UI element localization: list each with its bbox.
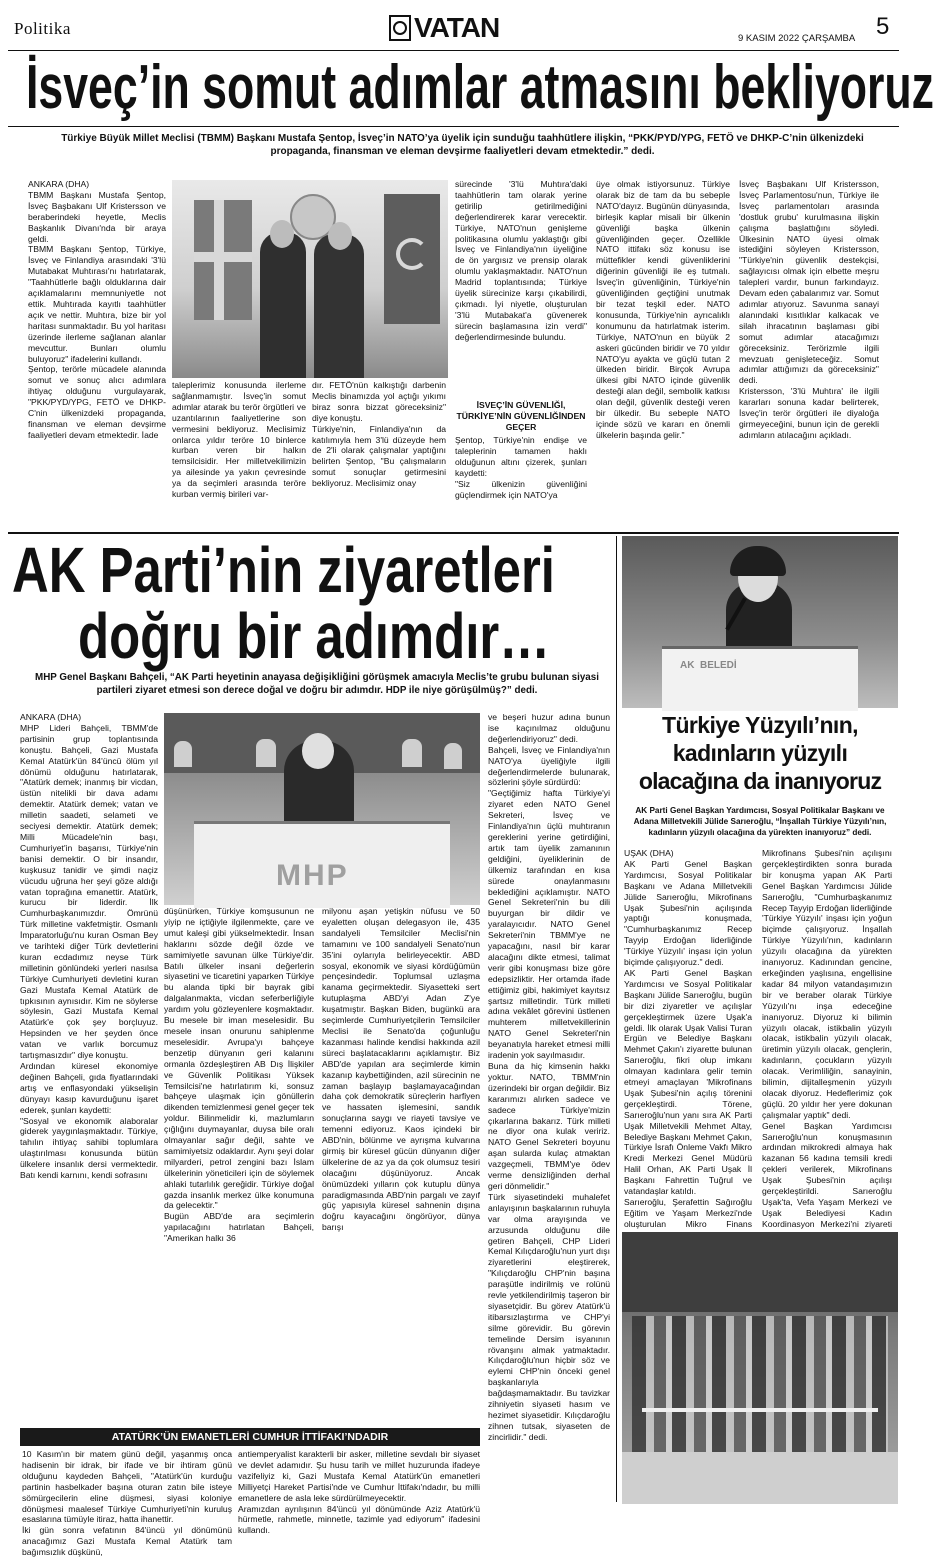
person-left [260,232,306,378]
issue-date: 9 KASIM 2022 ÇARŞAMBA [738,33,856,44]
story1-column-3: dır. FETÖ'nün kalkıştığı darbenin Meclis binamızda yol açtığı yıkımı biraz sonra bizzat göreceksiniz" diye konuştu. Türkiye'nin, Finlandiya'nın da katılımıyla hem 3'lü düzeyde hem de 2'li olarak çalışmalar yaptığını belirten Şentop, "Bu çalışmaların somut sonuçlar getirmesini bekliyoruz. Meclisimiz onay [312,380,446,489]
story1-headline: İsveç’in somut adımlar atmasını bekliyoruz [26,53,934,122]
story3-summary: AK Parti Genel Başkan Yardımcısı, Sosyal Politikalar Başkanı ve Adana Milletvekili Jülide Sarıeroğlu, “İnşallah Türkiye Yüzyılı’nın, kadınların yüzyılı olacağına da yürekten inanıyoruz” dedi. [633,806,887,837]
page-number: 5 [876,13,890,40]
story2-headline-line1: AK Parti’nin ziyaretleri [12,534,555,606]
story3-headline-line2: kadınların yüzyılı [672,740,848,766]
story1-column-4a: sürecinde '3'lü Muhtıra'daki taahhütlerin tam olarak yerine getirilip getirilmediğini değerlendirerek karar verecektir. Türkiye, NATO'nun genişleme politikasına olumlu yaklaştığı gibi İsveç ve Finlandiya'nın üyeliğine de ön yargısız ve prensip olarak olumlu yaklaşmaktadır. NATO'nun Madrid toplantısında; Türkiye üyelik sürecinize karşı çıkabilirdi, çıkmadı. İyi niyetle, oluşturulan '3'lü Mutabakat'a güvenerek sürecin başlamasına izin verdi" değerlendirmesinde bulundu. [455,179,587,342]
newspaper-logo [389,14,514,42]
story2-box-title: ATATÜRK’ÜN EMANETLERİ CUMHUR İTTİFAKI’NDADIR [111,1431,389,1443]
story2-column-3: milyonu aşan yetişkin nüfusu ve 50 eyaletten oluşan delegasyon ile, 435 sandalyeli Temsilciler Meclisi'nin tamamını ve 100 sandalyeli Senato'nun 35'ini oylarıyla belirleyecektir. ABD sosyal, ekonomik ve siyasi kördüğümün pençesindedir. Toplumsal uzlaşma kanama geçirmektedir. Siyasetteki sert kutuplaşma ABD'yi Adan Z'ye kuşatmıştır. Başkan Biden, bugünkü ara seçimlerde Cumhuriyetçilerin Temsilciler Meclisi ile Senato'da çoğunluğu kazanması halinde kendisi hakkında azil süreci başlatacaklarını açıklamıştır. Biz ABD'de yapılan ara seçimlerde kimin kazanıp kaybettiğinden, azil sürecinin ne zaman başlayıp başlamayacağından daha çok demokratik süreçlerin harfiyen ve hassaten işlemesini, sandık sonuçlarına saygı ve riayeti tavsiye ve temenni ediyoruz. Kaos içindeki bir ABD'nin, bölünme ve ayrışma kulvarına girmiş bir küresel gücün dünyanın diğer ülkelerine de az ya da çok olumsuz tesiri olacağını düşünüyoruz. Ancak önümüzdeki yılların çok kutuplu dünya paradigmasında ABD'nin pargalı ve zayıf güç yapısıyla küresel sahnenin dışına doğru kayacağını öngörüyor, dünya barışı [322,906,480,1233]
logo-wordmark: VATAN [414,12,500,43]
logo-emblem-icon [389,15,411,41]
story1-column-1: ANKARA (DHA) TBMM Başkanı Mustafa Şentop, İsveç Başbakanı Ulf Kristersson ve beraberindeki heyetle, Meclis Başkanlık Divanı'nda bir araya geldi. TBMM Başkanı Şentop, Türkiye, İsveç ve Finlandiya arasındaki '3'lü Mutabakat Muhtırası'nı hatırlatarak, "Taahhütlerle bağlı olduklarına dair açıklamalarını memnuniyetle not ettik. Muhtırada kayıtlı taahhütler açık ve nettir. Muhtıra, bize bir yol haritası sunmaktadır. Bu yol haritası üzerinde ilerleme sağlanan alanlar mevcuttur. Bunları olumlu buluyoruz" ifadelerini kullandı. Şentop, terörle mücadele alanında somut ve sonuç alıcı adımlara ihtiyaç olduğunu vurgulayarak, "PKK/PYD/YPG, FETÖ ve DHKP-C'nin ülkenizdeki propaganda, finansman ve eleman devşirme faaliyetleri devam etmektedir. İade [28,179,166,440]
story2-headline-line2: doğru bir adımdır… [78,600,551,672]
story2-column-2: düşünürken, Türkiye komşusunun ne yiyip ne içtiğiyle ilgilenmekte, çare ve umut kaleşi gibi yükselmektedir. İnsan haklarını sözde değil özde ve samimiyetle savunan ülke Türkiye'dir. Batılı ülkeler insani değerlerin siyasetini ve ticaretini yaparken Türkiye bu alanda tipki bir bayrak gibi dalgalanmakta, vicdan seferberliğiyle yardım yolu gözleyenlere koşmaktadır. Bu mesele bir iman meselesidir. Bu mesele insan onurunu sahiplenme meselesidir. Avrupa'yı bahçeye benzetip dünyanın geri kalanını ormanla özdeşleştiren AB Dış İlişkiler ve Güvenlik Politikası Yüksek Temsilcisi'ne hatırlatırım ki, sonsuz bahçeye ulaşmak için gönüllerin dikenden temizlenmesi genel geçer tek yoldur. Bilinmelidir ki, mazlumların çığlığını duymayanlar, duysa bile oralı olmayanlar sağır değil, sahte ve samimiyetsiz odaklardır. Aynı şeyi dolar milyarderi, petrol zengini bazı İslam ülkelerinin yöneticileri için de söylemek ahlaki tutarlılık gereğidir. Türkiye doğal gazda insanlık merkez ülke konumuna da gelecektir." Bugün ABD'de ara seçimlerin yapılacağını hatırlatan Bahçeli, "Amerikan halkı 36 [164,906,314,1244]
ribbon [642,1408,878,1412]
story2-photo [164,713,480,905]
story3-headline-line3: olacağına da inanıyoruz [638,768,882,794]
story2-box-column-1: 10 Kasım'ın bir matem günü değil, yaşanmış onca hadisenin bir idrak, bir ifade ve bir ihtiram günü olduğunu kaydeden Bahçeli, "Atatürk'ün kurduğu partinin hasbelkader başına oturan zatın bile isteye sömürgecilerin eline düşmesi, siyasi koloniye dönüşmesi maalesef Türkiye Cumhuriyeti'nin kuruluş esaslarına tümüyle itiraz, hatta ihanettir. İki gün sonra vefatının 84'üncü yıl dönümünü anacağımız Gazi Mustafa Kemal Atatürk tam bağımsızlık düşkünü, [22,1449,232,1558]
story3-column-2: Mikrofinans Şubesi'nin açılışını gerçekleştirdikten sonra burada bir konuşma yapan AK Parti Genel Başkan Yardımcısı Jülide Sarıeroğlu, "Cumhurbaşkanımız Recep Tayyip Erdoğan liderliğinde 'Türkiye Yüzyılı' inşası için yoğun biçimde çalışıyoruz. İnşallah Türkiye Yüzyılı'nın, kadınların yüzyılı olacağına da yürekten inanıyoruz. Kadınından gencine, erkeğinden yaşlısına, engellisine kadar 84 milyon vatandaşımızın bir ve beraber olarak Türkiye Yüzyılı'nı inşa edeceğine inanıyoruz. Diyoruz ki bilimin yüzyılı olacak, istikbalin yüzyılı olacak, istikbalin yüzyılı olacak, üretimin yüzyılı olacak, gençlerin, kadınların, çocukların yüzyılı olacak. Verimliliğin, sanayinin, bilimin, dijitalleşmenin yüzyılı olacak diyoruz. Hedeflerimiz çok güçlü. 20 yıldır her yere dokunan çalışmalar yaptık" dedi. Genel Başkan Yardımcısı Sarıeroğlu'nun konuşmasının ardından mikrokredi almaya hak kazanan 56 kadına temsili kredi çekleri verilerek, Mikrofinans Uşak Şubesi'nin açılışı gerçekleştirildi. Sarıeroğlu Uşak'ta, Vefa Yaşam Merkezi ve Uşak Belediyesi Kadın Koordinasyon Merkezi'ni ziyareti [762,848,892,1229]
header-rule [8,50,899,51]
story2-summary: MHP Genel Başkanı Bahçeli, “AK Parti heyetinin anayasa değişikliğini görüşmek amacıyla Meclis’te grubu bulunan siyasi partileri ziyaret etmesi son derece doğal ve doğru bir adımdır. HDP ile niye görüşülmüş?” dedi. [35,672,599,696]
podium-logo: MHP [276,859,349,892]
story1-column-5: üye olmak istiyorsunuz. Türkiye olarak biz de tam da bu sebeple NATO'dayız. Bugünün dünyasında, birleşik kaplar misali bir ülkenin güvenliği başka ülkenin güvenliğinden geçer. Özellikle NATO ittifakı söz konusu ise müttefikler kendi güvenliklerini diğerinin güvenliği ile eş tutmalı. İsveç'in güvenliğinin, Türkiye'nin güvenliğinden geçtiğini unutmak bir tezat teşkil eder. NATO konusunda, Türkiye'nin ayrıcalıklı konumunu da hatırlatmak isterim. Türkiye, NATO'nun en büyük 2 askeri gücünden biridir ve 70 yıldır NATO'yu ayakta ve güçlü tutan 2 ülkeden biridir. Birçok Avrupa ülkesi gibi NATO içinde güvenlik desteği alan değil, sembolik katkısı olan değil, güvenlik desteği veren bir ülkedir. Bu sebeple NATO içinde sözü ve kararı en önemli ülkelerin başında gelir." [596,179,730,440]
story3-group-photo [622,1232,898,1504]
story-divider-vertical [616,536,617,1502]
story1-subheading: İSVEÇ’İN GÜVENLİĞİ, TÜRKİYE’NİN GÜVENLİĞİNDEN GEÇER [456,400,586,432]
section-label: Politika [14,19,71,38]
story1-headline-rule [8,126,899,127]
flag-sweden-icon [194,200,252,320]
story1-summary: Türkiye Büyük Millet Meclisi (TBMM) Başkanı Mustafa Şentop, İsveç’in NATO’ya üyelik için sunduğu taahhütlere ilişkin, “PKK/PYD/YPG, FETÖ ve DHKP-C’nin ülkenizdeki propaganda, finansman ve eleman devşirme faaliyetleri devam etmektedir.” dedi. [61,133,864,157]
flag-turkey-icon [384,194,440,324]
story2-box-column-2: antiemperyalist karakterli bir asker, milletine sevdalı bir siyaset ve devlet adamıdır. Şu husu tarih ve millet huzurunda ifadeye vazifeliyiz ki, Gazi Mustafa Kemal Atatürk'ün emanetleri Milliyetçi Hareket Partisi'nde ve Cumhur İttifakı'ndadır, bu milli emanetlere de asla leke sürdürülmeyecektir. Aramızdan ayrılışının 84'üncü yıl dönümünde Aziz Atatürk'ü hürmetle, rahmetle, minnetle, tazimle yad ediyorum" ifadesini kullandı. [238,1449,480,1536]
lectern-logo: AK BELEDİ [680,660,737,671]
story2-column-1: ANKARA (DHA) MHP Lideri Bahçeli, TBMM'de partisinin grup toplantısında konuştu. Bahçeli, Gazi Mustafa Kemal Atatürk'ün 84'üncü ölüm yıl dönümü olduğunu hatırlatarak, "Atatürk demek; inanmış bir vicdan, üstün nitelikli bir dava adamı demektir. Atatürk demek; vatan ve milletin saadeti, selameti ve seciyesi demektir. Atatürk demek; Milli Mücadele'nin başı, Cumhuriyet'in başarısı, Türkiye'nin banisi demektir. O bir insandır, kuşkusuz tanidir ve şimdi naçiz vücudu uğruna her şeyi göze aldığı vatan toprağına emanettir. Atatürk, kurucu bir liderdir. İlk Cumhurbaşkanımızdır. Ömrünü Türk milletine vakfetmiştir. Osmanlı İmparatorluğu'nu kuran Osman Bey ve tarihteki diğer Türk devletlerini kuran ecdadımız neyse Türk milletinin gönlündeki yerleri nasılsa Türkiye Cumhuriyeti devletini kuran Gazi Mustafa Kemal Atatürk de tıpkısının aynısıdır. Kim ne söylerse söylesin, Gazi Mustafa Kemal Atatürk'e çok şey borçluyuz. Hepsinden ve her şeyden önce vatan ve varlık borcumuz tartışmasızdır" diye konuştu. Ardından küresel ekonomiye değinen Bahçeli, gıda fiyatlarındaki artış ve enflasyondaki yükselişin dünyayı kasıp kavurduğunu işaret ederek, şunları kaydetti: "Sosyal ve ekonomik alaboralar giderek yaygınlaşmaktadır. Türkiye, tahılın ihtiyaç sahibi toplumlara ulaştırılması konusunda bütün ülkelere insanlık dersi vermektedir. Batı kendi karnını, kendi sofrasını [20,712,158,1181]
story1-column-4b: Şentop, Türkiye'nin endişe ve taleplerinin tamamen haklı olduğunun altını çizerek, şunları kaydetti: "Siz ülkenizin güvenliğini güçlendirmek için NATO'ya [455,435,587,500]
lectern [662,646,858,711]
story2-column-4: ve beşeri huzur adına bunun ise kaçınılmaz olduğunu değerlendiriyoruz" dedi. Bahçeli, İsveç ve Finlandiya'nın NATO'ya üyeliğiyle ilgili değerlendirmelerde bulunarak, sözlerini şöyle sürdürdü: "Geçtiğimiz hafta Türkiye'yi ziyaret eden NATO Genel Sekreteri, İsveç ve Finlandiya'nın üçlü muhtıranın gereklerini yerine getirdiğini, artık tam üyelik zamanının geldiğini, üyeliklerinin de ülkemiz tarafından en kısa sürede onaylanmasını beklediğini açıklamıştır. NATO Genel Sekreteri'nin bu dili buyurgan bir dildir ve yaralayıcıdır. NATO Genel Sekreteri'nin TBMM'ye ne yapacağını, nasıl bir karar alacağını dikte etmesi, talimat verir gibi konuşması bize göre edepsizliktir. Her ortamda ifade ettiğimiz gibi, hakimiyet kayıtsız şartsız milletindir. Türk milleti adına vekâlet görevini üstlenen muhterem milletvekillerinin NATO Genel Sekreteri'nin beyanatıyla hareket etmesi milli iradenin yok sayılmasıdır. Buna da hiç kimsenin hakkı yoktur. NATO, TBMM'nin üzerindeki bir organ değildir. Biz kararımızı alırken sadece ve sadece Türkiye'mizin çıkarlarına bakarız. Türk milleti ne diyor ona kulak veririz. NATO Genel Sekreteri boyunu aşan sularda kulaç atmaktan vazgeçmeli, TBMM'ye ödev verme densizliğinden derhal geri dönmelidir." Türk siyasetindeki muhalefet anlayışının başkalarının ruhuyla var olma arayışında ve arzusunda olduğunu dile getiren Bahçeli, CHP Lideri Kemal Kılıçdaroğlu'nun yurt dışı ziyaretlerini eleştirerek, "Kılıçdaroğlu CHP'nin başına paraşütle indirilmiş ve rolünü revle yetkilendirilmiş taşeron bir siyasetçidir. Bu görev Atatürk'ü itibarsızlaştırma ve CHP'yi silme görevidir. Bu görevin temelinde Dersim isyanının rövanşını almak yatmaktadır. Kılıçdaroğlu'nun hiçbir söz ve eylemi CHP'nin önceki genel başkanlarıyla bağdaşmamaktadır. Bu tavizkar zihniyetin siyaseti hasım ve hezimet siyasetidir. Kılıçdaroğlu zihnen tutsak, siyaseten de zincirlidir." dedi. [488,712,610,1442]
story3-headline-line1: Türkiye Yüzyılı’nın, [662,712,858,738]
story1-column-6: İsveç Başbakanı Ulf Kristersson, İsveç Parlamentosu'nun, Türkiye ile İsveç parlamentoları arasında 'dostluk grubu' kurulmasına ilişkin çalışma başlattığını söyledi. Ülkesinin NATO üyesi olmak istediğini söyleyen Kristersson, "Türkiye'nin güvenlik destekçisi, sağlayıcısı olmak için elbette meşru talepleri vardır, bunun farkındayız. Devam eden çabalarımız var. Somut adımlar atıyoruz. Savunma sanayi alanındaki kısıtlıklar kalkacak ve silah ihracatının başlaması gibi somut adımlar atacağımızı göreceksiniz. Terörizmle ilgili mevzuatı genişleteceğiz. Somut adımlar attığımızı da göreceksiniz" dedi. Kristersson, '3'lü Muhtıra' ile ilgili kararları sonuna kadar belirterek, İsveç'in terör örgütleri ile diyaloğa girmeyeceğini, bunun için de gerekli adımların atılacağını açıkladı. [739,179,879,440]
story3-column-1: UŞAK (DHA) AK Parti Genel Başkan Yardımcısı, Sosyal Politikalar Başkanı ve Adana Milletvekili Jülide Sarıeroğlu, Mikrofinans Uşak Şubesi'nin açılışında yaptığı konuşmada, "Cumhurbaşkanımız Recep Tayyip Erdoğan liderliğinde 'Türkiye Yüzyılı' inşası için yolun biçimde çalışıyoruz." dedi. AK Parti Genel Başkan Yardımcısı ve Sosyal Politikalar Başkanı Jülide Sarıeroğlu, bugün bir dizi ziyaretler ve açılışlar gerçekleştirmek üzere Uşak'a geldi. İlk olarak Uşak Valisi Turan Ergün ve Belediye Başkanı Mehmet Çakın'ı ziyarette bulunan Sarıeroğlu, fikri olup imkanı olmayan kadınlara gelir temin etmeyi amaçlayan 'Mikrofinans Uşak Şubesi'nin açılış törenini gerçekleştirdi. Törene, Sarıeroğlu'nun yanı sıra AK Parti Uşak Milletvekili Mehmet Altay, Belediye Başkanı Mehmet Çakın, Türkiye İsrafı Önleme Vakfı Mikro Kredi Merkezi Genel Müdürü Halil Orhan, AK Parti Uşak İl Başkanı Fahrettin Tuğrul ve vatandaşlar katıldı. Sarıeroğlu, Şerafettin Sağıroğlu Eğitim ve Yaşam Merkezi'nde oluşturulan Mikro Finans [624,848,752,1229]
story1-photo [172,180,448,378]
story1-column-2: taleplerimiz konusunda ilerleme sağlanmamıştır. İsveç'in somut adımlar atarak bu terör örgütleri ve uzantılarının faaliyetlerine son vermesini bekliyoruz. Meclisimiz onlarca yıldır teröre 10 binlerce kurban veren bir halkın temsilcisidir. Her milletvekilimizin ya ailesinde ya yakın çevresinde ya da seçimleri arasında teröre kurban vermiş birileri var- [172,380,306,500]
story3-photo [622,536,898,708]
person-right [314,234,364,378]
